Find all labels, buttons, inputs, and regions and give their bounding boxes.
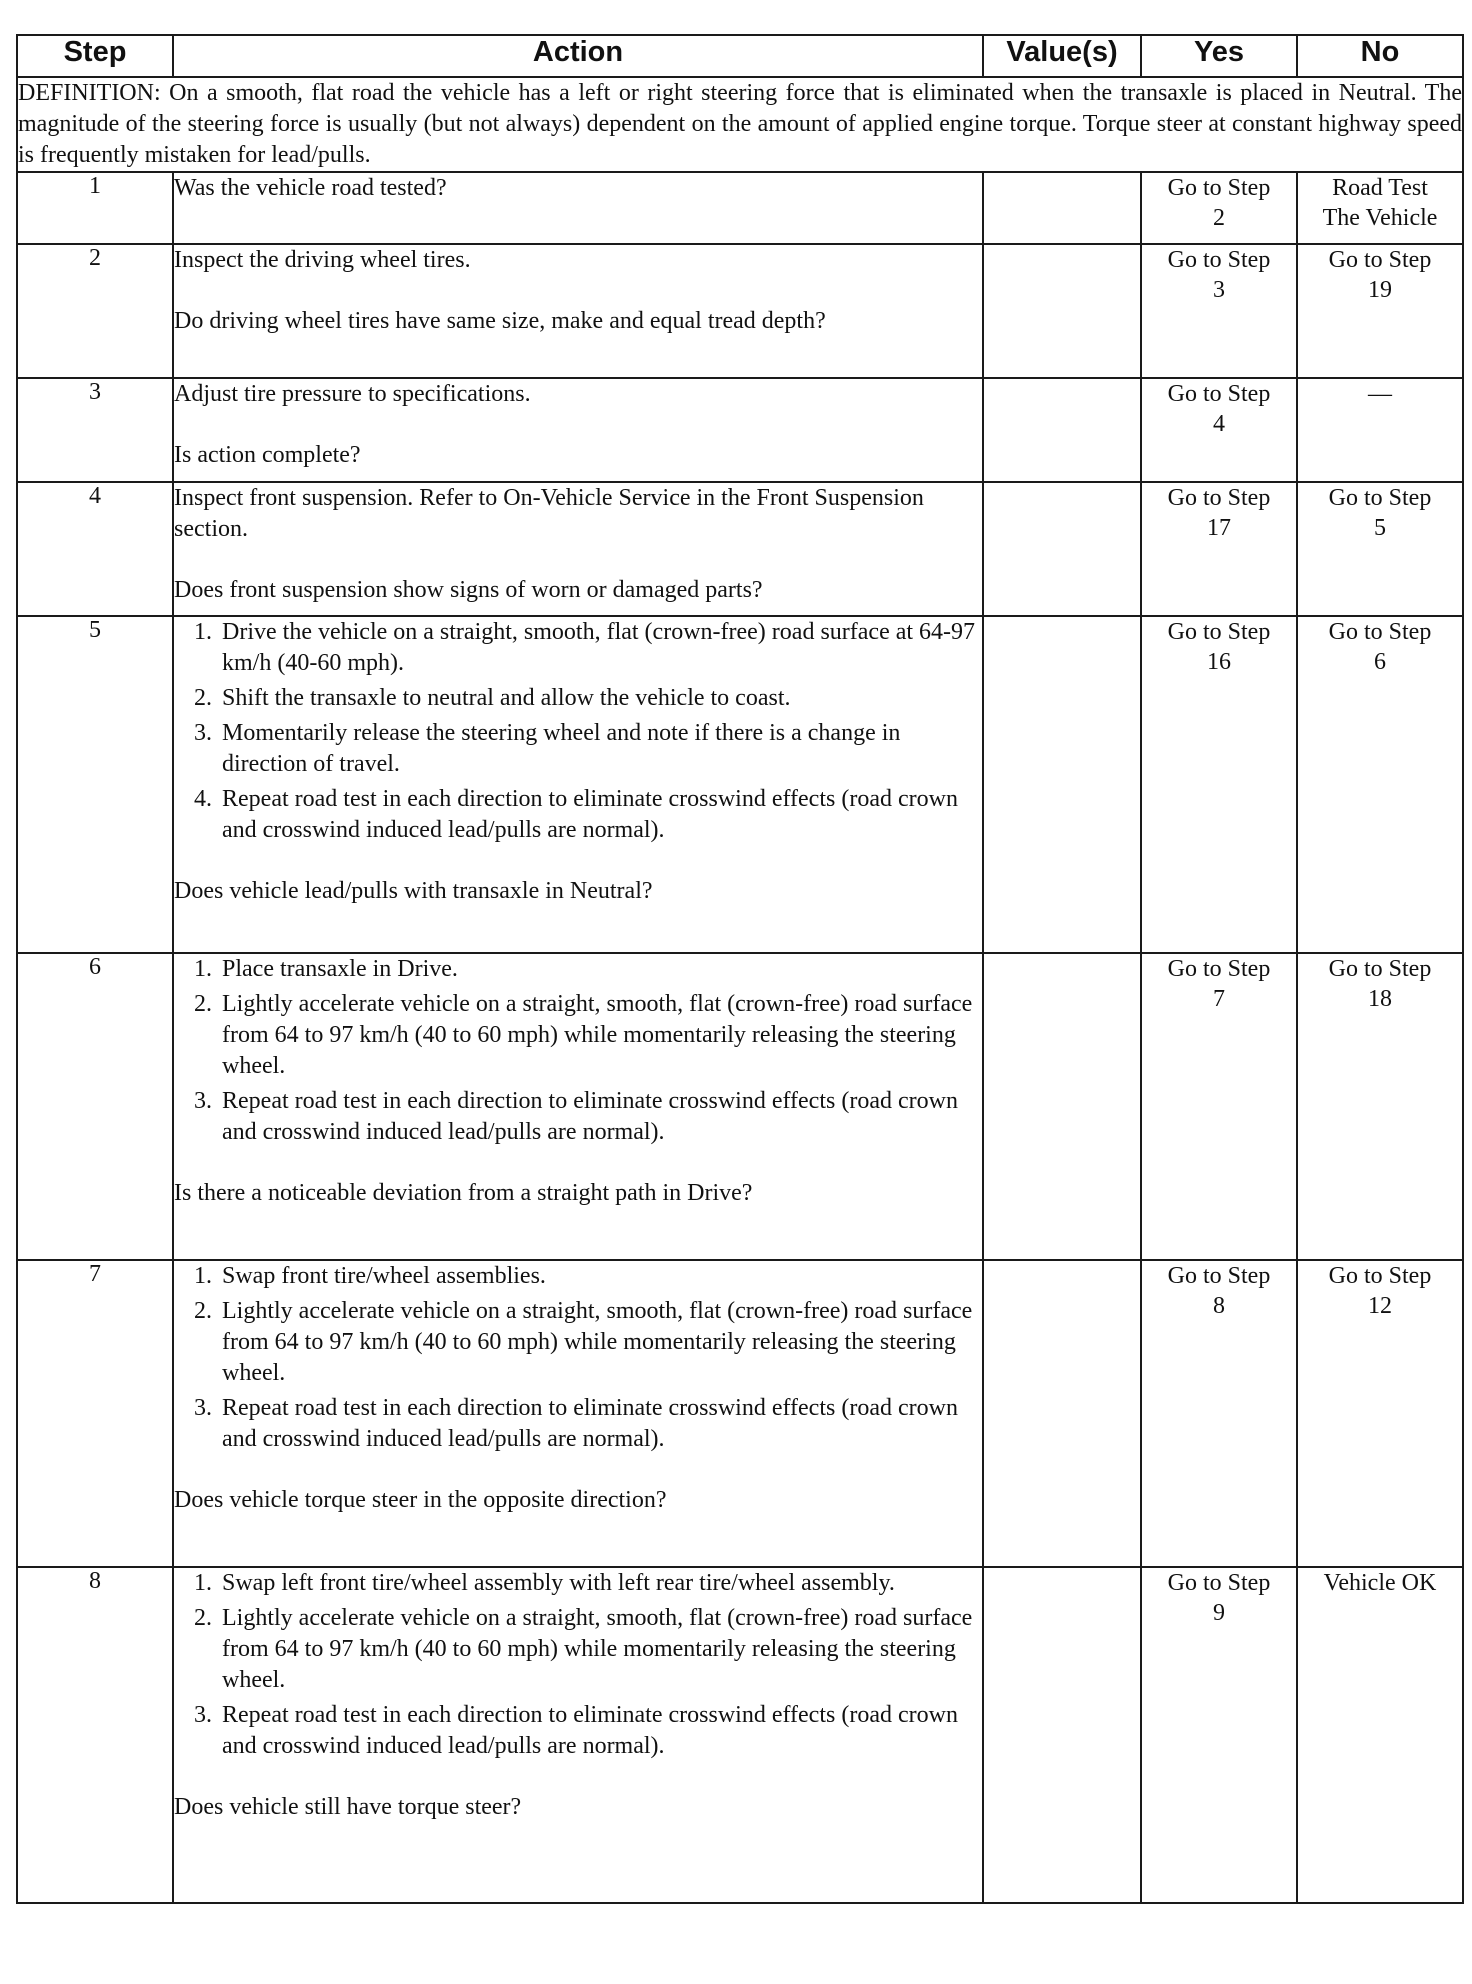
value-cell xyxy=(983,172,1141,244)
list-item: 1. Swap front tire/wheel assemblies. xyxy=(218,1261,982,1292)
step-number: 8 xyxy=(17,1567,173,1903)
table-row xyxy=(17,616,1463,953)
no-cell xyxy=(1297,953,1463,1260)
header-action: Action xyxy=(173,35,983,77)
yes-label: Go to Step xyxy=(1167,247,1271,273)
no-label: — xyxy=(1368,381,1392,407)
action-question: Does vehicle lead/pulls with transaxle in Neutral? xyxy=(174,878,653,904)
yes-target: 16 xyxy=(1207,649,1231,675)
action-text: Inspect the driving wheel tires. xyxy=(174,247,471,273)
list-item: 2. Shift the transaxle to neutral and allow the vehicle to coast. xyxy=(218,683,982,714)
no-cell xyxy=(1297,244,1463,378)
table-row xyxy=(17,1567,1463,1903)
no-cell xyxy=(1297,482,1463,616)
value-cell xyxy=(983,953,1141,1260)
no-target: The Vehicle xyxy=(1322,205,1438,231)
value-cell xyxy=(983,1260,1141,1567)
yes-label: Go to Step xyxy=(1167,1570,1271,1596)
no-label: Go to Step xyxy=(1328,485,1432,511)
yes-cell xyxy=(1141,244,1297,378)
step-number: 7 xyxy=(17,1260,173,1567)
action-cell xyxy=(173,482,983,616)
no-label: Go to Step xyxy=(1328,247,1432,273)
step-number: 6 xyxy=(17,953,173,1260)
header-no: No xyxy=(1297,35,1463,77)
value-cell xyxy=(983,616,1141,953)
list-item: 1. Swap left front tire/wheel assembly with left rear tire/wheel assembly. xyxy=(218,1568,982,1599)
table-row xyxy=(17,172,1463,244)
yes-cell xyxy=(1141,378,1297,482)
value-cell xyxy=(983,378,1141,482)
value-cell xyxy=(983,1567,1141,1903)
yes-target: 4 xyxy=(1213,411,1225,437)
action-question: Is there a noticeable deviation from a straight path in Drive? xyxy=(174,1180,753,1206)
action-steps-list xyxy=(174,954,982,1148)
diagnostic-table xyxy=(16,34,1464,1904)
yes-target: 7 xyxy=(1213,986,1225,1012)
step-number: 4 xyxy=(17,482,173,616)
header-values: Value(s) xyxy=(983,35,1141,77)
yes-target: 17 xyxy=(1207,515,1231,541)
action-text: Adjust tire pressure to specifications. xyxy=(174,381,531,407)
list-item: 3. Momentarily release the steering wheel and note if there is a change in direction of travel. xyxy=(218,718,982,780)
header-yes: Yes xyxy=(1141,35,1297,77)
yes-label: Go to Step xyxy=(1167,381,1271,407)
step-number: 5 xyxy=(17,616,173,953)
no-cell xyxy=(1297,616,1463,953)
action-question: Does front suspension show signs of worn or damaged parts? xyxy=(174,577,763,603)
action-text: Was the vehicle road tested? xyxy=(174,175,447,201)
yes-cell xyxy=(1141,482,1297,616)
list-item: 3. Repeat road test in each direction to eliminate crosswind effects (road crown and crosswind induced lead/pulls are normal). xyxy=(218,1393,982,1455)
table-row xyxy=(17,244,1463,378)
no-label: Go to Step xyxy=(1328,619,1432,645)
yes-target: 8 xyxy=(1213,1293,1225,1319)
action-cell xyxy=(173,244,983,378)
step-number: 2 xyxy=(17,244,173,378)
action-question: Is action complete? xyxy=(174,442,361,468)
diagnostic-table-sheet xyxy=(16,34,1462,1904)
action-question: Do driving wheel tires have same size, make and equal tread depth? xyxy=(174,308,826,334)
action-cell xyxy=(173,1567,983,1903)
list-item: 4. Repeat road test in each direction to eliminate crosswind effects (road crown and crosswind induced lead/pulls are normal). xyxy=(218,784,982,846)
table-row xyxy=(17,378,1463,482)
no-label: Vehicle OK xyxy=(1323,1570,1437,1596)
header-step: Step xyxy=(17,35,173,77)
no-target: 18 xyxy=(1368,986,1392,1012)
no-cell xyxy=(1297,1567,1463,1903)
step-number: 3 xyxy=(17,378,173,482)
table-row xyxy=(17,1260,1463,1567)
list-item: 2. Lightly accelerate vehicle on a straight, smooth, flat (crown-free) road surface from 64 to 97 km/h (40 to 60 mph) while momentarily releasing the steering wheel. xyxy=(218,1603,982,1696)
yes-label: Go to Step xyxy=(1167,485,1271,511)
step-number: 1 xyxy=(17,172,173,244)
no-label: Road Test xyxy=(1332,175,1428,201)
action-steps-list xyxy=(174,1261,982,1455)
definition-text: DEFINITION: On a smooth, flat road the vehicle has a left or right steering force that is eliminated when the transaxle is placed in Neutral. The magnitude of the steering force is usually (but not always) dependent on the amount of applied engine torque. Torque steer at constant highway speed is frequently mistaken for lead/pulls. xyxy=(17,77,1463,172)
no-label: Go to Step xyxy=(1328,1263,1432,1289)
action-cell xyxy=(173,953,983,1260)
no-cell xyxy=(1297,172,1463,244)
list-item: 1. Drive the vehicle on a straight, smooth, flat (crown-free) road surface at 64-97 km/h (40-60 mph). xyxy=(218,617,982,679)
definition-row xyxy=(17,77,1463,172)
value-cell xyxy=(983,244,1141,378)
no-cell xyxy=(1297,378,1463,482)
action-cell xyxy=(173,616,983,953)
yes-target: 3 xyxy=(1213,277,1225,303)
yes-target: 9 xyxy=(1213,1600,1225,1626)
yes-label: Go to Step xyxy=(1167,175,1271,201)
no-target: 12 xyxy=(1368,1293,1392,1319)
list-item: 2. Lightly accelerate vehicle on a straight, smooth, flat (crown-free) road surface from 64 to 97 km/h (40 to 60 mph) while momentarily releasing the steering wheel. xyxy=(218,989,982,1082)
yes-cell xyxy=(1141,1260,1297,1567)
list-item: 2. Lightly accelerate vehicle on a straight, smooth, flat (crown-free) road surface from 64 to 97 km/h (40 to 60 mph) while momentarily releasing the steering wheel. xyxy=(218,1296,982,1389)
action-question: Does vehicle torque steer in the opposite direction? xyxy=(174,1487,667,1513)
header-row xyxy=(17,35,1463,77)
action-text: Inspect front suspension. Refer to On-Vehicle Service in the Front Suspension section. xyxy=(174,485,924,542)
yes-cell xyxy=(1141,953,1297,1260)
yes-target: 2 xyxy=(1213,205,1225,231)
no-cell xyxy=(1297,1260,1463,1567)
no-target: 19 xyxy=(1368,277,1392,303)
action-steps-list xyxy=(174,1568,982,1762)
no-target: 5 xyxy=(1374,515,1386,541)
table-row xyxy=(17,953,1463,1260)
list-item: 3. Repeat road test in each direction to eliminate crosswind effects (road crown and crosswind induced lead/pulls are normal). xyxy=(218,1700,982,1762)
action-cell xyxy=(173,378,983,482)
yes-cell xyxy=(1141,172,1297,244)
yes-label: Go to Step xyxy=(1167,956,1271,982)
yes-label: Go to Step xyxy=(1167,619,1271,645)
yes-cell xyxy=(1141,616,1297,953)
yes-label: Go to Step xyxy=(1167,1263,1271,1289)
value-cell xyxy=(983,482,1141,616)
action-cell xyxy=(173,1260,983,1567)
list-item: 1. Place transaxle in Drive. xyxy=(218,954,982,985)
action-steps-list xyxy=(174,617,982,846)
no-label: Go to Step xyxy=(1328,956,1432,982)
table-row xyxy=(17,482,1463,616)
no-target: 6 xyxy=(1374,649,1386,675)
action-question: Does vehicle still have torque steer? xyxy=(174,1794,522,1820)
list-item: 3. Repeat road test in each direction to eliminate crosswind effects (road crown and crosswind induced lead/pulls are normal). xyxy=(218,1086,982,1148)
yes-cell xyxy=(1141,1567,1297,1903)
action-cell xyxy=(173,172,983,244)
